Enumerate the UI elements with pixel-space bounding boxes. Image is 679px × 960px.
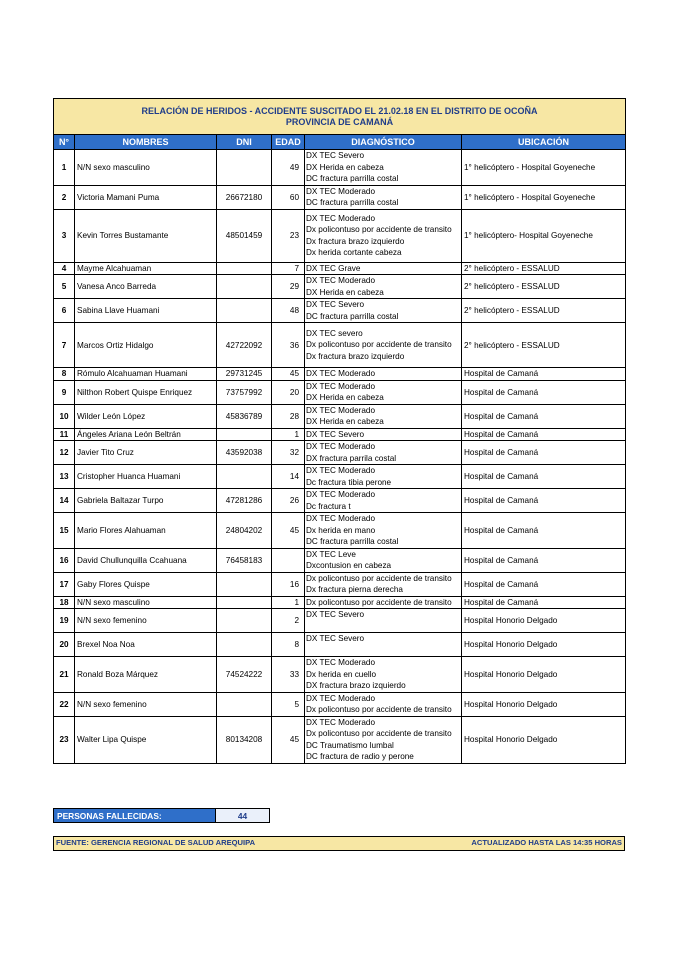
- diagnosis-line: DX fractura brazo izquierdo: [306, 681, 406, 690]
- header-dni: DNI: [217, 135, 272, 150]
- diagnosis-line: Dx policontuso por accidente de transito: [306, 573, 452, 583]
- patient-name: Ángeles Ariana León Beltrán: [75, 428, 217, 441]
- diagnosis-cell: [305, 596, 462, 609]
- table-row: [54, 275, 626, 299]
- patient-name: N/N sexo masculino: [75, 150, 217, 186]
- diagnosis-line: DC fractura parrilla costal: [306, 174, 399, 183]
- header-age: EDAD: [272, 135, 305, 150]
- table-row: [54, 572, 626, 596]
- patient-dni: 45836789: [217, 404, 272, 428]
- patient-name: David Chullunquilla Ccahuana: [75, 548, 217, 572]
- table-row: [54, 323, 626, 368]
- row-number: 6: [54, 299, 75, 323]
- table-row: [54, 185, 626, 209]
- diagnosis-line: Dx policontuso por accidente de transito: [306, 597, 452, 607]
- deceased-summary: [53, 808, 270, 823]
- diagnosis-line: Dx fractura pierna derecha: [306, 585, 403, 594]
- table-row: [54, 513, 626, 549]
- table-row: [54, 150, 626, 186]
- location-cell: 1° helicóptero - Hospital Goyeneche: [462, 150, 626, 186]
- row-number: 10: [54, 404, 75, 428]
- row-number: 17: [54, 572, 75, 596]
- diagnosis-line: DX TEC Moderado: [306, 514, 376, 523]
- location-cell: 2° helicóptero - ESSALUD: [462, 262, 626, 275]
- diagnosis-cell: [305, 380, 462, 404]
- table-row: [54, 692, 626, 716]
- row-number: 16: [54, 548, 75, 572]
- diagnosis-line: DX TEC Severo: [306, 634, 365, 643]
- patient-dni: [217, 428, 272, 441]
- header-diagnosis: DIAGNÓSTICO: [305, 135, 462, 150]
- diagnosis-line: DX Herida en cabeza: [306, 393, 384, 402]
- diagnosis-line: DX TEC Moderado: [306, 717, 376, 727]
- patient-dni: [217, 692, 272, 716]
- table-row: [54, 428, 626, 441]
- diagnosis-line: DX Herida en cabeza: [306, 417, 384, 426]
- diagnosis-line: [306, 621, 459, 633]
- diagnosis-line: DX TEC Moderado: [306, 369, 376, 378]
- row-number: 15: [54, 513, 75, 549]
- patient-name: Cristopher Huanca Huamani: [75, 465, 217, 489]
- patient-dni: [217, 262, 272, 275]
- location-cell: Hospital de Camaná: [462, 465, 626, 489]
- location-cell: Hospital de Camaná: [462, 548, 626, 572]
- diagnosis-line: Dc fractura t: [306, 501, 351, 511]
- patient-name: Victoria Mamani Puma: [75, 185, 217, 209]
- row-number: 1: [54, 150, 75, 186]
- patient-name: Ronald Boza Márquez: [75, 657, 217, 693]
- diagnosis-cell: [305, 692, 462, 716]
- patient-dni: [217, 633, 272, 657]
- table-row: [54, 368, 626, 381]
- title-line-2: PROVINCIA DE CAMANÁ: [285, 116, 394, 127]
- diagnosis-line: DX TEC Moderado: [306, 442, 376, 451]
- updated-text: ACTUALIZADO HASTA LAS 14:35 HORAS: [471, 838, 622, 847]
- row-number: 12: [54, 441, 75, 465]
- diagnosis-line: DX TEC Moderado: [306, 381, 376, 391]
- diagnosis-cell: [305, 262, 462, 275]
- diagnosis-line: Dx fractura brazo izquierdo: [306, 351, 405, 361]
- diagnosis-line: Dx policontuso por accidente de transito: [306, 225, 452, 234]
- diagnosis-line: Dx fractura brazo izquierdo: [306, 236, 405, 246]
- diagnosis-line: DX Herida en cabeza: [306, 162, 384, 172]
- patient-name: Mario Flores Alahuaman: [75, 513, 217, 549]
- table-row: [54, 489, 626, 513]
- table-row: [54, 548, 626, 572]
- diagnosis-cell: [305, 275, 462, 299]
- patient-age: 1: [272, 596, 305, 609]
- table-row: [54, 716, 626, 763]
- location-cell: Hospital Honorio Delgado: [462, 657, 626, 693]
- location-cell: Hospital de Camaná: [462, 489, 626, 513]
- location-cell: Hospital de Camaná: [462, 380, 626, 404]
- location-cell: Hospital Honorio Delgado: [462, 609, 626, 633]
- patient-name: N/N sexo femenino: [75, 692, 217, 716]
- row-number: 23: [54, 716, 75, 763]
- diagnosis-line: Dx policontuso por accidente de transito: [306, 729, 452, 738]
- patient-dni: 80134208: [217, 716, 272, 763]
- diagnosis-line: DX TEC Moderado: [306, 186, 376, 196]
- diagnosis-line: DX TEC Severo: [306, 610, 365, 619]
- diagnosis-line: DX TEC Moderado: [306, 658, 376, 667]
- patient-name: Vanesa Anco Barreda: [75, 275, 217, 299]
- location-cell: Hospital de Camaná: [462, 368, 626, 381]
- row-number: 19: [54, 609, 75, 633]
- patient-age: 26: [272, 489, 305, 513]
- patient-dni: 48501459: [217, 209, 272, 262]
- diagnosis-line: DX TEC Moderado: [306, 693, 376, 703]
- patient-age: 7: [272, 262, 305, 275]
- patient-age: 32: [272, 441, 305, 465]
- patient-age: 29: [272, 275, 305, 299]
- row-number: 3: [54, 209, 75, 262]
- patient-name: Mayme Alcahuaman: [75, 262, 217, 275]
- patient-name: Wilder León López: [75, 404, 217, 428]
- footer-bar: [53, 836, 625, 851]
- table-row: [54, 380, 626, 404]
- row-number: 14: [54, 489, 75, 513]
- diagnosis-line: Dxcontusion en cabeza: [306, 561, 392, 570]
- table-row: [54, 633, 626, 657]
- header-num: N°: [54, 135, 75, 150]
- row-number: 22: [54, 692, 75, 716]
- patient-age: 2: [272, 609, 305, 633]
- patient-dni: 47281286: [217, 489, 272, 513]
- patient-dni: [217, 150, 272, 186]
- diagnosis-line: DX fractura parrila costal: [306, 453, 397, 463]
- patient-age: 8: [272, 633, 305, 657]
- patient-dni: 76458183: [217, 548, 272, 572]
- diagnosis-line: DX TEC Moderado: [306, 213, 376, 223]
- table-row: [54, 209, 626, 262]
- patient-age: 33: [272, 657, 305, 693]
- patient-dni: [217, 299, 272, 323]
- header-location: UBICACIÓN: [462, 135, 626, 150]
- table-row: [54, 404, 626, 428]
- patient-dni: [217, 465, 272, 489]
- table-row: [54, 299, 626, 323]
- diagnosis-line: DX Herida en cabeza: [306, 287, 384, 297]
- patient-name: Rómulo Alcahuaman Huamani: [75, 368, 217, 381]
- patient-dni: [217, 609, 272, 633]
- patient-age: 23: [272, 209, 305, 262]
- patient-dni: 73757992: [217, 380, 272, 404]
- table-row: [54, 596, 626, 609]
- diagnosis-line: DX TEC Grave: [306, 263, 361, 273]
- patient-age: [272, 548, 305, 572]
- patient-dni: 42722092: [217, 323, 272, 368]
- table-row: [54, 609, 626, 633]
- patient-age: 36: [272, 323, 305, 368]
- patient-age: 45: [272, 513, 305, 549]
- patient-name: Gabriela Baltazar Turpo: [75, 489, 217, 513]
- diagnosis-line: DX TEC Moderado: [306, 490, 376, 499]
- location-cell: Hospital de Camaná: [462, 596, 626, 609]
- patient-dni: 74524222: [217, 657, 272, 693]
- location-cell: Hospital Honorio Delgado: [462, 692, 626, 716]
- diagnosis-line: DC fractura parrilla costal: [306, 537, 399, 546]
- patient-dni: 29731245: [217, 368, 272, 381]
- diagnosis-line: DX TEC Moderado: [306, 276, 376, 285]
- diagnosis-line: DX TEC severo: [306, 328, 363, 338]
- diagnosis-line: DX TEC Severo: [306, 151, 365, 160]
- injured-table: [53, 98, 626, 764]
- diagnosis-cell: [305, 548, 462, 572]
- diagnosis-line: DX TEC Moderado: [306, 405, 376, 415]
- row-number: 20: [54, 633, 75, 657]
- patient-age: 60: [272, 185, 305, 209]
- patient-name: Brexel Noa Noa: [75, 633, 217, 657]
- header-row: [54, 135, 626, 150]
- diagnosis-line: DC Traumatismo lumbal: [306, 740, 394, 750]
- location-cell: Hospital Honorio Delgado: [462, 633, 626, 657]
- row-number: 11: [54, 428, 75, 441]
- patient-age: 45: [272, 368, 305, 381]
- table-row: [54, 657, 626, 693]
- patient-age: 1: [272, 428, 305, 441]
- deceased-label: PERSONAS FALLECIDAS:: [54, 809, 216, 823]
- patient-name: Sabina Llave Huamani: [75, 299, 217, 323]
- header-name: NOMBRES: [75, 135, 217, 150]
- location-cell: 1° helicóptero - Hospital Goyeneche: [462, 185, 626, 209]
- patient-age: 14: [272, 465, 305, 489]
- diagnosis-line: Dx policontuso por accidente de transito: [306, 705, 452, 714]
- title-row: [54, 99, 626, 135]
- diagnosis-line: Dx policontuso por accidente de transito: [306, 340, 452, 350]
- location-cell: Hospital de Camaná: [462, 404, 626, 428]
- patient-name: Javier Tito Cruz: [75, 441, 217, 465]
- table-row: [54, 262, 626, 275]
- diagnosis-cell: [305, 299, 462, 323]
- diagnosis-cell: [305, 428, 462, 441]
- diagnosis-cell: [305, 716, 462, 763]
- diagnosis-line: Dc fractura tibia perone: [306, 477, 392, 487]
- patient-dni: 26672180: [217, 185, 272, 209]
- diagnosis-cell: [305, 609, 462, 633]
- deceased-count: 44: [216, 809, 270, 823]
- patient-dni: [217, 275, 272, 299]
- patient-name: Marcos Ortiz Hidalgo: [75, 323, 217, 368]
- diagnosis-line: DX TEC Moderado: [306, 466, 376, 475]
- diagnosis-line: Dx herida en cuello: [306, 669, 377, 679]
- patient-name: Walter Lipa Quispe: [75, 716, 217, 763]
- patient-dni: [217, 596, 272, 609]
- location-cell: Hospital de Camaná: [462, 428, 626, 441]
- diagnosis-line: Dx herida cortante cabeza: [306, 248, 402, 257]
- diagnosis-line: DC fractura de radio y perone: [306, 752, 414, 761]
- location-cell: 2° helicóptero - ESSALUD: [462, 275, 626, 299]
- patient-dni: 24804202: [217, 513, 272, 549]
- patient-age: 20: [272, 380, 305, 404]
- patient-name: N/N sexo masculino: [75, 596, 217, 609]
- patient-name: Nilthon Robert Quispe Enriquez: [75, 380, 217, 404]
- table-row: [54, 441, 626, 465]
- diagnosis-cell: [305, 150, 462, 186]
- diagnosis-cell: [305, 368, 462, 381]
- location-cell: Hospital de Camaná: [462, 441, 626, 465]
- location-cell: 2° helicóptero - ESSALUD: [462, 323, 626, 368]
- patient-name: Kevin Torres Bustamante: [75, 209, 217, 262]
- diagnosis-cell: [305, 209, 462, 262]
- diagnosis-cell: [305, 185, 462, 209]
- diagnosis-line: DX TEC Severo: [306, 429, 365, 439]
- title-line-1: RELACIÓN DE HERIDOS - ACCIDENTE SUSCITADO EL 21.02.18 EN EL DISTRITO DE OCOÑA: [141, 105, 538, 116]
- location-cell: 2° helicóptero - ESSALUD: [462, 299, 626, 323]
- location-cell: 1° helicóptero- Hospital Goyeneche: [462, 209, 626, 262]
- row-number: 21: [54, 657, 75, 693]
- table-title: [54, 99, 626, 135]
- diagnosis-line: DC fractura parrilla costal: [306, 198, 399, 207]
- source-text: FUENTE: GERENCIA REGIONAL DE SALUD AREQUIPA: [56, 838, 256, 847]
- row-number: 13: [54, 465, 75, 489]
- patient-age: 45: [272, 716, 305, 763]
- diagnosis-cell: [305, 513, 462, 549]
- row-number: 18: [54, 596, 75, 609]
- patient-dni: [217, 572, 272, 596]
- row-number: 9: [54, 380, 75, 404]
- patient-age: 28: [272, 404, 305, 428]
- row-number: 2: [54, 185, 75, 209]
- patient-age: 49: [272, 150, 305, 186]
- diagnosis-cell: [305, 489, 462, 513]
- diagnosis-cell: [305, 323, 462, 368]
- row-number: 7: [54, 323, 75, 368]
- location-cell: Hospital de Camaná: [462, 572, 626, 596]
- diagnosis-line: DX TEC Leve: [306, 549, 356, 559]
- patient-dni: 43592038: [217, 441, 272, 465]
- patient-age: 16: [272, 572, 305, 596]
- diagnosis-line: Dx herida en mano: [306, 525, 376, 535]
- row-number: 5: [54, 275, 75, 299]
- diagnosis-cell: [305, 633, 462, 657]
- row-number: 8: [54, 368, 75, 381]
- diagnosis-line: [306, 645, 459, 657]
- diagnosis-cell: [305, 404, 462, 428]
- diagnosis-line: DX TEC Severo: [306, 300, 365, 309]
- diagnosis-cell: [305, 657, 462, 693]
- patient-age: 48: [272, 299, 305, 323]
- diagnosis-cell: [305, 441, 462, 465]
- location-cell: Hospital Honorio Delgado: [462, 716, 626, 763]
- diagnosis-cell: [305, 572, 462, 596]
- location-cell: Hospital de Camaná: [462, 513, 626, 549]
- patient-name: N/N sexo femenino: [75, 609, 217, 633]
- table-row: [54, 465, 626, 489]
- diagnosis-cell: [305, 465, 462, 489]
- patient-age: 5: [272, 692, 305, 716]
- diagnosis-line: DC fractura parrilla costal: [306, 311, 399, 321]
- patient-name: Gaby Flores Quispe: [75, 572, 217, 596]
- row-number: 4: [54, 262, 75, 275]
